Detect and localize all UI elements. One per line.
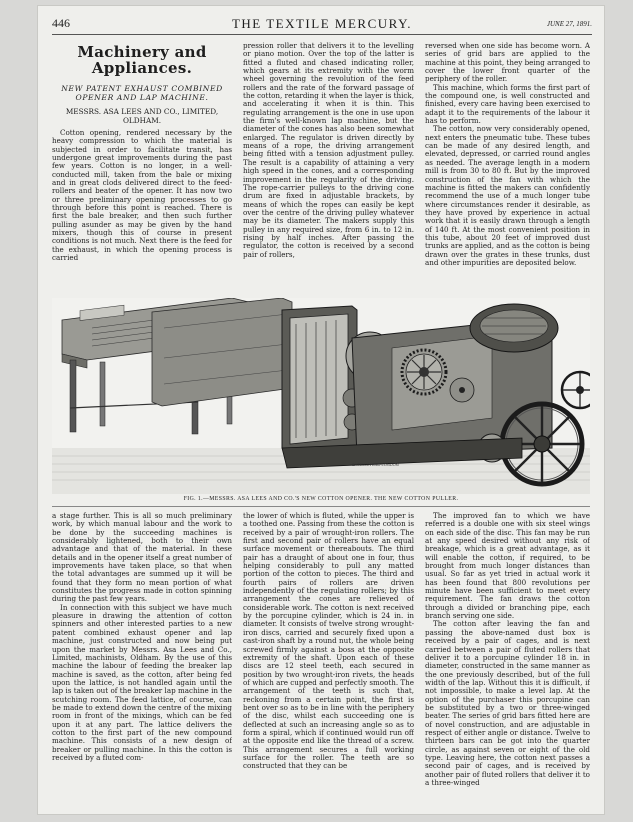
journal-title: THE TEXTILE MERCURY. <box>231 16 413 31</box>
paragraph: This machine, which forms the first part of the compound one, is well constructed and finished, every care having been exercised to adapt it to the requirements of the labour it has to perform. <box>425 82 590 126</box>
paragraph: a stage further. This is all so much preliminary work, by which manual labour and the work to be done by the succeeding machines is considerably lightened, both to their own advantage and that of the material. In these details and in the opener itself a great number of improvements have taken place, so that when the total advantages are summed up it will be found that they form no mean portion of what constitutes the progress made in cotton spinning during the past few years. <box>52 512 232 604</box>
section-title: Machinery and Appliances. <box>77 43 207 77</box>
column-top-left <box>52 42 232 296</box>
article-byline: MESSRS. ASA LEES AND CO., LIMITED, OLDHAM. <box>65 107 219 125</box>
paragraph: The improved fan to which we have referred is a double one with six steel wings on each side of the disc. This fan may be run at any speed desired without any risk of breakage, which is a great advantage, as it will enable the cotton, if required, to be brought from much longer distances than usual. So far as yet tried in actual work it has been found that 800 revolutions per minute have been sufficient to meet every requirement. The fan draws the cotton through a divided or branching pipe, each branch serving one side. <box>425 512 590 621</box>
article-title: NEW PATENT EXHAUST COMBINED OPENER AND LAP MACHINE. <box>61 84 223 102</box>
paragraph: Cotton opening, rendered necessary by the heavy compression to which the material is subjected in order to facilitate transit, has undergone great improvements during the past few years. Cotton is no longer, in a well-conducted mill, taken from the bale or mixing and in great clods delivered direct to the feed-rollers and beater of the opener. It has now two or three preliminary opening processes to go through before this point is reached. There is first the bale breaker, and then such further pulling asunder as may be given by the hand mixers, though this of course in present conditions is not much. Next there is the feed for the exhaust, in which the opening process is carried <box>52 128 232 263</box>
page-header <box>52 14 592 35</box>
issue-date: JUNE 27, 1891. <box>546 20 592 28</box>
paragraph: The cotton, now very considerably opened, next enters the pneumatic tube. These tubes can be made of any desired length, and elevated, depressed, or carried round angles as needed. The average length in a modern mill is from 30 to 80 ft. But by the improved construction of the fan with which the machine is fitted the makers can confidently recommend the use of a much longer tube where circumstances render it desirable, as they have proved by experience in actual work that it is easily drawn through a length of 140 ft. At the most convenient position in this tube, about 20 feet of improved dust trunks are applied, and as the cotton is being drawn over the grates in these trunks, dust and other impurities are deposited below. <box>425 124 590 267</box>
caption-rule <box>52 506 590 507</box>
figure-caption: FIG. 1.—MESSRS. ASA LEES AND CO.'S NEW COTTON OPENER. THE NEW COTTON PULLER. <box>183 496 459 502</box>
paragraph: In connection with this subject we have much pleasure in drawing the attention of cotton spinners and other interested parties to a new patent combined exhaust opener and lap machine, just constructed and now being put upon the market by Messrs. Asa Lees and Co., Limited, machinists, Oldham. By the use of this machine the labour of feeding the breaker lap machine is saved, as the cotton, after being fed upon the lattice, is not handled again until the lap is taken out of the breaker lap machine in the scutching room. The feed lattice, of course, can be made to extend down the centre of the mixing room in front of the mixings, which can be fed upon it at any part. The lattice delivers the cotton to the first part of the new compound machine. This consists of a new design of breaker or pulling machine. In this the cotton is received by a fluted com- <box>52 602 232 762</box>
column-top-middle <box>243 42 414 296</box>
newspaper-page <box>38 6 604 814</box>
paragraph: reversed when one side has become worn. A series of grid bars are applied to the machine at this point, they being arranged to cover the lower front quarter of the periphery of the roller. <box>425 42 590 84</box>
machine-engraving <box>52 298 590 494</box>
column-bottom-left <box>52 512 232 804</box>
page-number: 446 <box>52 16 70 30</box>
column-bottom-right <box>425 512 590 804</box>
engraver-signature: BATEMAN AND LONDON <box>352 462 399 467</box>
column-top-right <box>425 42 590 296</box>
paragraph: the lower of which is fluted, while the upper is a toothed one. Passing from these the cotton is received by a pair of wrought-iron rollers. The first and second pair of rollers have an equal surface movement or thereabouts. The third pair has a draught of about one in four, thus helping considerably to pull any matted portion of the cotton to pieces. The third and fourth pairs of rollers are driven independently of the regulating rollers; by this arrangement the cones are relieved of considerable work. The cotton is next received by the porcupine cylinder, which is 24 in. in diameter. It consists of twelve strong wrought-iron discs, carried and securely fixed upon a cast-iron shaft by a round nut, the whole being screwed firmly against a boss at the opposite extremity of the shaft. Upon each of these discs are 12 steel teeth, each secured in position by two wrought-iron rivets, the heads of which are cupped and perfectly smooth. The arrangement of the teeth is such that, reckoning from a certain point, the first is bent over so as to be in line with the periphery of the disc, whilst each succeeding one is deflected at such an increasing angle so as to form a spiral, which if continued would run off at the opposite end like the thread of a screw. This arrangement secures a full working surface for the roller. The teeth are so constructed that they can be <box>243 512 414 771</box>
column-bottom-middle <box>243 512 414 804</box>
opener-illustration <box>52 298 590 494</box>
paragraph: The cotton after leaving the fan and passing the above-named dust box is received by a pair of cages, and is next carried between a pair of fluted rollers that deliver it to a porcupine cylinder 18 in. in diameter, constructed in the same manner as the one previously described, but of the full width of the lap. Without this it is difficult, if not impossible, to make a level lap. At the option of the purchaser this porcupine can be substituted by a two or three-winged beater. The series of grid bars fitted here are of novel construction, and are adjustable in respect of either angle or distance. Twelve to thirteen bars can be got into the quarter circle, as against seven or eight of the old type. Leaving here, the cotton next passes a second pair of cages, and is received by another pair of fluted rollers that deliver it to a three-winged <box>425 619 590 787</box>
paragraph: pression roller that delivers it to the levelling or piano motion. Over the top of the latter is fitted a fluted and chased indicating roller, which gears at its extremity with the worm wheel governing the revolution of the feed rollers and the rate of the forward passage of the cotton, retarding it when the layer is thick, and accelerating it when it is thin. This regulating arrangement is the one in use upon the firm's well-known lap machine, but the diameter of the cones has also been somewhat enlarged. The regulator is driven directly by means of a rope, the driving arrangement being fitted with a tension adjustment pulley. The result is a capability of attaining a very high speed in the cones, and a corresponding improvement in the regularity of the driving. The rope-carrier pulleys to the driving cone drum are fixed in adjustable brackets, by means of which the ropes can easily be kept over the centre of the driving pulley whatever may be its diameter. The makers supply this pulley in any required size, from 6 in. to 12 in. rising by half inches. After passing the regulator, the cotton is received by a second pair of rollers, <box>243 42 414 259</box>
